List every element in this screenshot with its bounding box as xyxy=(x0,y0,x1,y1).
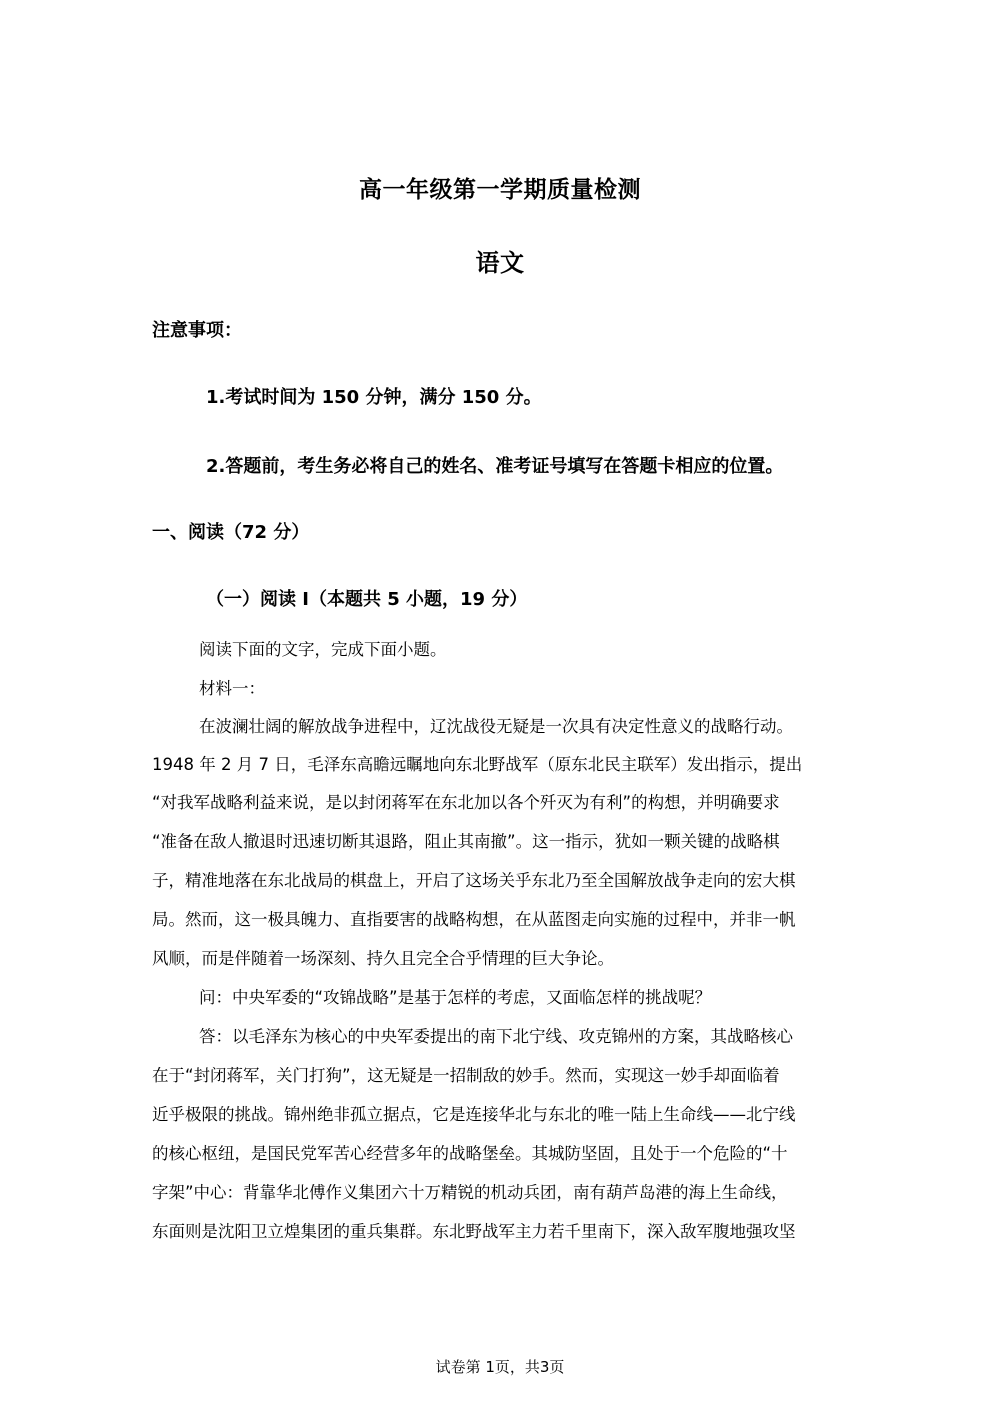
note-item: 2.答题前，考生务必将自己的姓名、准考证号填写在答题卡相应的位置。 xyxy=(206,456,784,477)
body-line: 风顺，而是伴随着一场深刻、持久且完全合乎情理的巨大争论。 xyxy=(152,949,614,968)
body-line: 子，精准地落在东北战局的棋盘上，开启了这场关乎东北乃至全国解放战争走向的宏大棋 xyxy=(152,871,796,890)
exam-title: 高一年级第一学期质量检测 xyxy=(359,177,641,203)
body-line: 材料一： xyxy=(199,679,265,698)
body-line: 在于“封闭蒋军，关门打狗”，这无疑是一招制敌的妙手。然而，实现这一妙手却面临着 xyxy=(152,1066,780,1085)
body-line: “对我军战略利益来说，是以封闭蒋军在东北加以各个歼灭为有利”的构想，并明确要求 xyxy=(152,793,780,812)
page-footer: 试卷第 1页，共3页 xyxy=(435,1358,565,1376)
body-line: 阅读下面的文字，完成下面小题。 xyxy=(199,640,447,659)
body-line: 1948 年 2 月 7 日，毛泽东高瞻远瞩地向东北野战军（原东北民主联军）发出指示，提出 xyxy=(152,755,803,774)
body-line: 答：以毛泽东为核心的中央军委提出的南下北宁线、攻克锦州的方案，其战略核心 xyxy=(199,1027,793,1046)
section-heading: 一、阅读（72 分） xyxy=(152,522,310,543)
body-line: 近乎极限的挑战。锦州绝非孤立据点，它是连接华北与东北的唯一陆上生命线——北宁线 xyxy=(152,1105,796,1124)
body-line: 字架”中心：背靠华北傅作义集团六十万精锐的机动兵团，南有葫芦岛港的海上生命线， xyxy=(152,1183,788,1202)
subject-title: 语文 xyxy=(475,249,525,277)
body-line: 问：中央军委的“攻锦战略”是基于怎样的考虑，又面临怎样的挑战呢？ xyxy=(199,988,712,1007)
note-item: 1.考试时间为 150 分钟，满分 150 分。 xyxy=(206,387,542,408)
notes-heading: 注意事项： xyxy=(152,320,242,341)
body-line: “准备在敌人撤退时迅速切断其退路，阻止其南撤”。这一指示，犹如一颗关键的战略棋 xyxy=(152,832,780,851)
body-line: 在波澜壮阔的解放战争进程中，辽沈战役无疑是一次具有决定性意义的战略行动。 xyxy=(199,717,793,736)
body-line: 的核心枢纽，是国民党军苦心经营多年的战略堡垒。其城防坚固，且处于一个危险的“十 xyxy=(152,1144,788,1163)
body-line: 东面则是沈阳卫立煌集团的重兵集群。东北野战军主力若千里南下，深入敌军腹地强攻坚 xyxy=(152,1222,796,1241)
body-line: 局。然而，这一极具魄力、直指要害的战略构想，在从蓝图走向实施的过程中，并非一帆 xyxy=(152,910,796,929)
subsection-heading: （一）阅读 I（本题共 5 小题，19 分） xyxy=(206,589,528,610)
